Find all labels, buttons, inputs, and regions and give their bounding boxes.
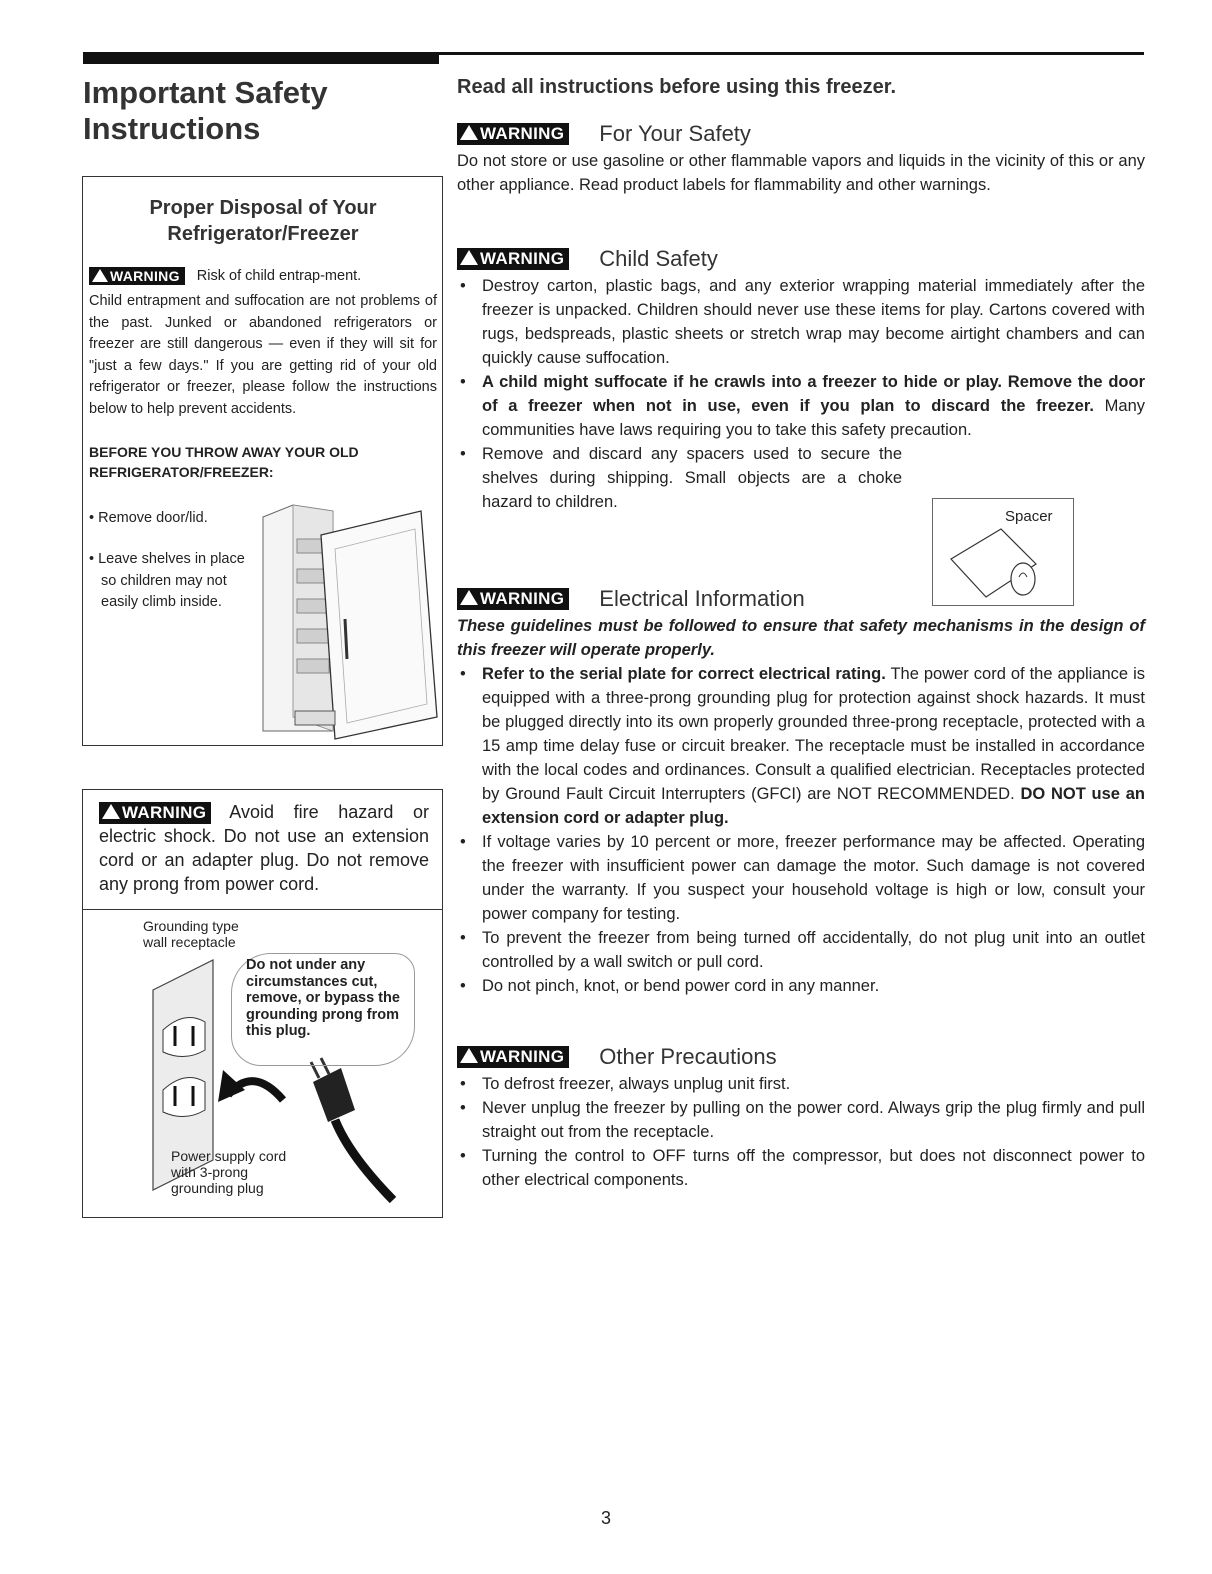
warning-badge: WARNING bbox=[89, 267, 185, 285]
child-heading: Child Safety bbox=[599, 246, 718, 271]
electrical-header bbox=[457, 584, 1145, 614]
warning-badge: WARNING bbox=[457, 123, 569, 145]
child-header bbox=[457, 244, 1145, 274]
section-electrical bbox=[457, 584, 1145, 998]
disposal-step-1: • Remove door/lid. bbox=[89, 510, 208, 526]
list-item: • Destroy carton, plastic bags, and any exterior wrapping material immediately after the freezer is unpacked. Children should never use these items for play. Cartons covered with rugs, bedspreads, plastic sheets or stretch wrap may become airtight chambers and can quickly cause suffocation. bbox=[457, 274, 1145, 370]
warning-badge: WARNING bbox=[457, 588, 569, 610]
list-item: • Do not pinch, knot, or bend power cord in any manner. bbox=[457, 974, 1145, 998]
list-item: • If voltage varies by 10 percent or more, freezer performance may be affected. Operating the freezer with insufficient power can damage the motor. Such damage is not covered under the warranty. If you suspect your household voltage is high or low, consult your power company for testing. bbox=[457, 830, 1145, 926]
warning-triangle-icon bbox=[102, 804, 120, 819]
callout-text: Do not under any circumstances cut, remove, or bypass the grounding prong from this plug. bbox=[246, 957, 400, 1039]
list-item: • A child might suffocate if he crawls into a freezer to hide or play. Remove the door of a freezer when not in use, even if you plan to discard the freezer. Many communities have laws requiring you to take this safety precaution. bbox=[457, 370, 1145, 442]
receptacle-label: Grounding type wall receptacle bbox=[143, 918, 239, 950]
warning-triangle-icon bbox=[460, 590, 478, 605]
disposal-step-2: • Leave shelves in place so children may not easily climb inside. bbox=[89, 551, 245, 610]
section-for-your-safety bbox=[457, 119, 1145, 197]
safety-body: Do not store or use gasoline or other flammable vapors and liquids in the vicinity of this or any other appliance. Read product labels for flammability and other warnings. bbox=[457, 152, 1145, 194]
header-rule-thick bbox=[83, 52, 439, 64]
other-header bbox=[457, 1042, 1145, 1072]
list-item: • Remove and discard any spacers used to secure the shelves during shipping. Small objects are a choke hazard to children. bbox=[457, 442, 902, 514]
freezer-illustration bbox=[255, 499, 440, 744]
list-item: • To prevent the freezer from being turned off accidentally, do not plug unit into an outlet controlled by a wall switch or pull cord. bbox=[457, 926, 1145, 974]
header-rule-thin bbox=[439, 52, 1144, 55]
list-item: • Refer to the serial plate for correct electrical rating. The power cord of the appliance is equipped with a three-prong grounding plug for protection against shock hazards. It must be plugged directly into its own properly grounded three-prong receptacle, protected with a 15 amp time delay fuse or circuit breaker. The receptacle must be installed in accordance with the local codes and ordinances. Consult a qualified electrician. Receptacles protected by Ground Fault Circuit Interrupters (GFCI) are NOT RECOMMENDED. DO NOT use an extension cord or adapter plug. bbox=[457, 662, 1145, 830]
warning-badge: WARNING bbox=[457, 248, 569, 270]
safety-heading: For Your Safety bbox=[599, 121, 751, 146]
electrical-heading: Electrical Information bbox=[599, 586, 805, 611]
disposal-heading: Proper Disposal of Your Refrigerator/Freezer bbox=[149, 197, 377, 245]
fire-divider bbox=[83, 909, 442, 910]
disposal-warning bbox=[89, 266, 437, 288]
disposal-warning-text: Risk of child entrap-ment. bbox=[196, 268, 362, 284]
section-child-safety bbox=[457, 244, 1145, 514]
electrical-intro: These guidelines must be followed to ensure that safety mechanisms in the design of this freezer will operate properly. bbox=[457, 617, 1145, 659]
warning-triangle-icon bbox=[460, 125, 478, 140]
warning-triangle-icon bbox=[92, 269, 108, 282]
safety-header bbox=[457, 119, 1145, 149]
list-item: • Turning the control to OFF turns off the compressor, but does not disconnect power to other electrical components. bbox=[457, 1144, 1145, 1192]
fire-warning-text: Avoid fire hazard or electric shock. Do not use an extension cord or an adapter plug. Do not remove any prong from power cord. bbox=[99, 802, 429, 895]
list-item: • Never unplug the freezer by pulling on the power cord. Always grip the plug firmly and pull straight out from the receptacle. bbox=[457, 1096, 1145, 1144]
disposal-body: Child entrapment and suffocation are not problems of the past. Junked or abandoned refrigerators or freezer are still dangerous — even if they will sit for "just a few days." If you are getting rid of your old refrigerator or freezer, please follow the instructions below to help prevent accidents. bbox=[89, 293, 437, 417]
warning-badge: WARNING bbox=[99, 802, 211, 824]
read-all-heading: Read all instructions before using this freezer. bbox=[457, 76, 896, 98]
page-title: Important Safety Instructions bbox=[83, 75, 328, 146]
cord-label: Power supply cord with 3-prong grounding plug bbox=[171, 1148, 287, 1196]
electrical-list bbox=[457, 662, 1145, 998]
spacer-label: Spacer bbox=[1005, 508, 1053, 525]
section-other bbox=[457, 1042, 1145, 1192]
fire-box bbox=[82, 789, 443, 1218]
disposal-box bbox=[82, 176, 443, 746]
warning-triangle-icon bbox=[460, 250, 478, 265]
other-heading: Other Precautions bbox=[599, 1044, 777, 1069]
disposal-caps: BEFORE YOU THROW AWAY YOUR OLD REFRIGERATOR/FREEZER: bbox=[89, 444, 359, 480]
warning-badge: WARNING bbox=[457, 1046, 569, 1068]
list-item: • To defrost freezer, always unplug unit first. bbox=[457, 1072, 1145, 1096]
child-list bbox=[457, 274, 1145, 514]
warning-triangle-icon bbox=[460, 1048, 478, 1063]
other-list bbox=[457, 1072, 1145, 1192]
fire-warning bbox=[99, 800, 429, 896]
page-number: 3 bbox=[600, 1508, 611, 1528]
